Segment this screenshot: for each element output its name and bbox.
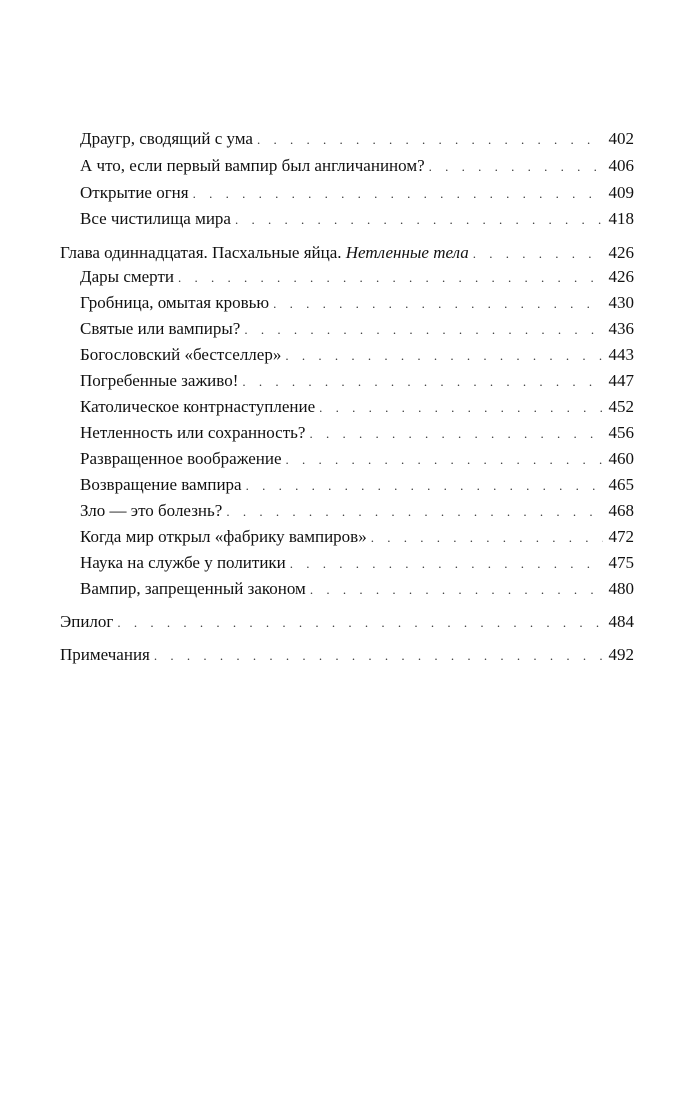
page-number: 430 [608, 293, 634, 312]
page-number: 460 [608, 449, 634, 468]
entry-title: Богословский «бестселлер» [80, 345, 282, 364]
dot-leader [285, 345, 602, 367]
page-number: 436 [608, 319, 634, 338]
dot-leader [193, 183, 603, 205]
dot-leader [257, 129, 603, 151]
page-number: 426 [608, 243, 634, 262]
toc-entry [80, 448, 634, 471]
dot-leader [310, 579, 603, 601]
page-number: 402 [608, 129, 634, 148]
toc-notes-entry [60, 644, 634, 667]
dot-leader [309, 423, 602, 445]
entry-title: Католическое контрнаступление [80, 397, 316, 416]
dot-leader [319, 397, 602, 419]
entry-title: Примечания [60, 645, 150, 664]
toc-entry [80, 344, 634, 367]
toc-entry [80, 396, 634, 419]
toc-entry [80, 318, 634, 341]
toc-entry [80, 474, 634, 497]
page-number: 465 [608, 475, 634, 494]
dot-leader [246, 475, 603, 497]
dot-leader [290, 553, 603, 575]
toc-entry [80, 422, 634, 445]
toc-entry [80, 208, 634, 231]
entry-title: Вампир, запрещенный законом [80, 579, 306, 598]
toc-epilogue-entry [60, 611, 634, 634]
page-number: 426 [608, 267, 634, 286]
entry-title: Возвращение вампира [80, 475, 242, 494]
entry-title: Нетленность или сохранность? [80, 423, 306, 442]
entry-title: Наука на службе у политики [80, 553, 286, 572]
dot-leader [117, 612, 602, 634]
page-number: 484 [608, 612, 634, 631]
dot-leader [178, 267, 603, 289]
page-number: 406 [608, 156, 634, 175]
toc-entry [80, 182, 634, 205]
page-number: 468 [608, 501, 634, 520]
toc-entry [80, 526, 634, 549]
toc-entry [80, 578, 634, 601]
dot-leader [286, 449, 603, 471]
entry-title: Погребенные заживо! [80, 371, 239, 390]
dot-leader [242, 371, 602, 393]
toc-entry [80, 370, 634, 393]
toc-chapter-entry [60, 242, 634, 265]
dot-leader [429, 156, 603, 178]
page-number: 472 [608, 527, 634, 546]
toc-entry [80, 128, 634, 151]
toc-entry [80, 266, 634, 289]
toc-entry [80, 155, 634, 178]
dot-leader [371, 527, 603, 549]
dot-leader [273, 293, 602, 315]
entry-title: Гробница, омытая кровью [80, 293, 270, 312]
entry-title: Развращенное воображение [80, 449, 282, 468]
page-number: 456 [608, 423, 634, 442]
entry-title: Открытие огня [80, 183, 189, 202]
dot-leader [235, 209, 603, 231]
dot-leader [473, 243, 603, 265]
dot-leader [244, 319, 602, 341]
chapter-title [60, 242, 469, 264]
toc-entry [80, 500, 634, 523]
entry-title: Зло — это болезнь? [80, 501, 223, 520]
entry-title: Эпилог [60, 612, 114, 631]
dot-leader [154, 645, 603, 667]
page-number: 480 [608, 579, 634, 598]
page-number: 443 [608, 345, 634, 364]
entry-title: А что, если первый вампир был англичанином? [80, 156, 425, 175]
page-number: 409 [608, 183, 634, 202]
page-number: 418 [608, 209, 634, 228]
dot-leader [226, 501, 602, 523]
entry-title: Когда мир открыл «фабрику вампиров» [80, 527, 367, 546]
entry-title: Дары смерти [80, 267, 174, 286]
entry-title: Все чистилища мира [80, 209, 231, 228]
toc-entry [80, 292, 634, 315]
page-number: 452 [608, 397, 634, 416]
toc-entry [80, 552, 634, 575]
page-number: 492 [608, 645, 634, 664]
page-number: 447 [608, 371, 634, 390]
chapter-title-main: Глава одиннадцатая. Пасхальные яйца. [60, 243, 342, 262]
entry-title: Драугр, сводящий с ума [80, 129, 253, 148]
entry-title: Святые или вампиры? [80, 319, 241, 338]
chapter-title-italic: Нетленные тела [345, 243, 469, 262]
page-number: 475 [608, 553, 634, 572]
